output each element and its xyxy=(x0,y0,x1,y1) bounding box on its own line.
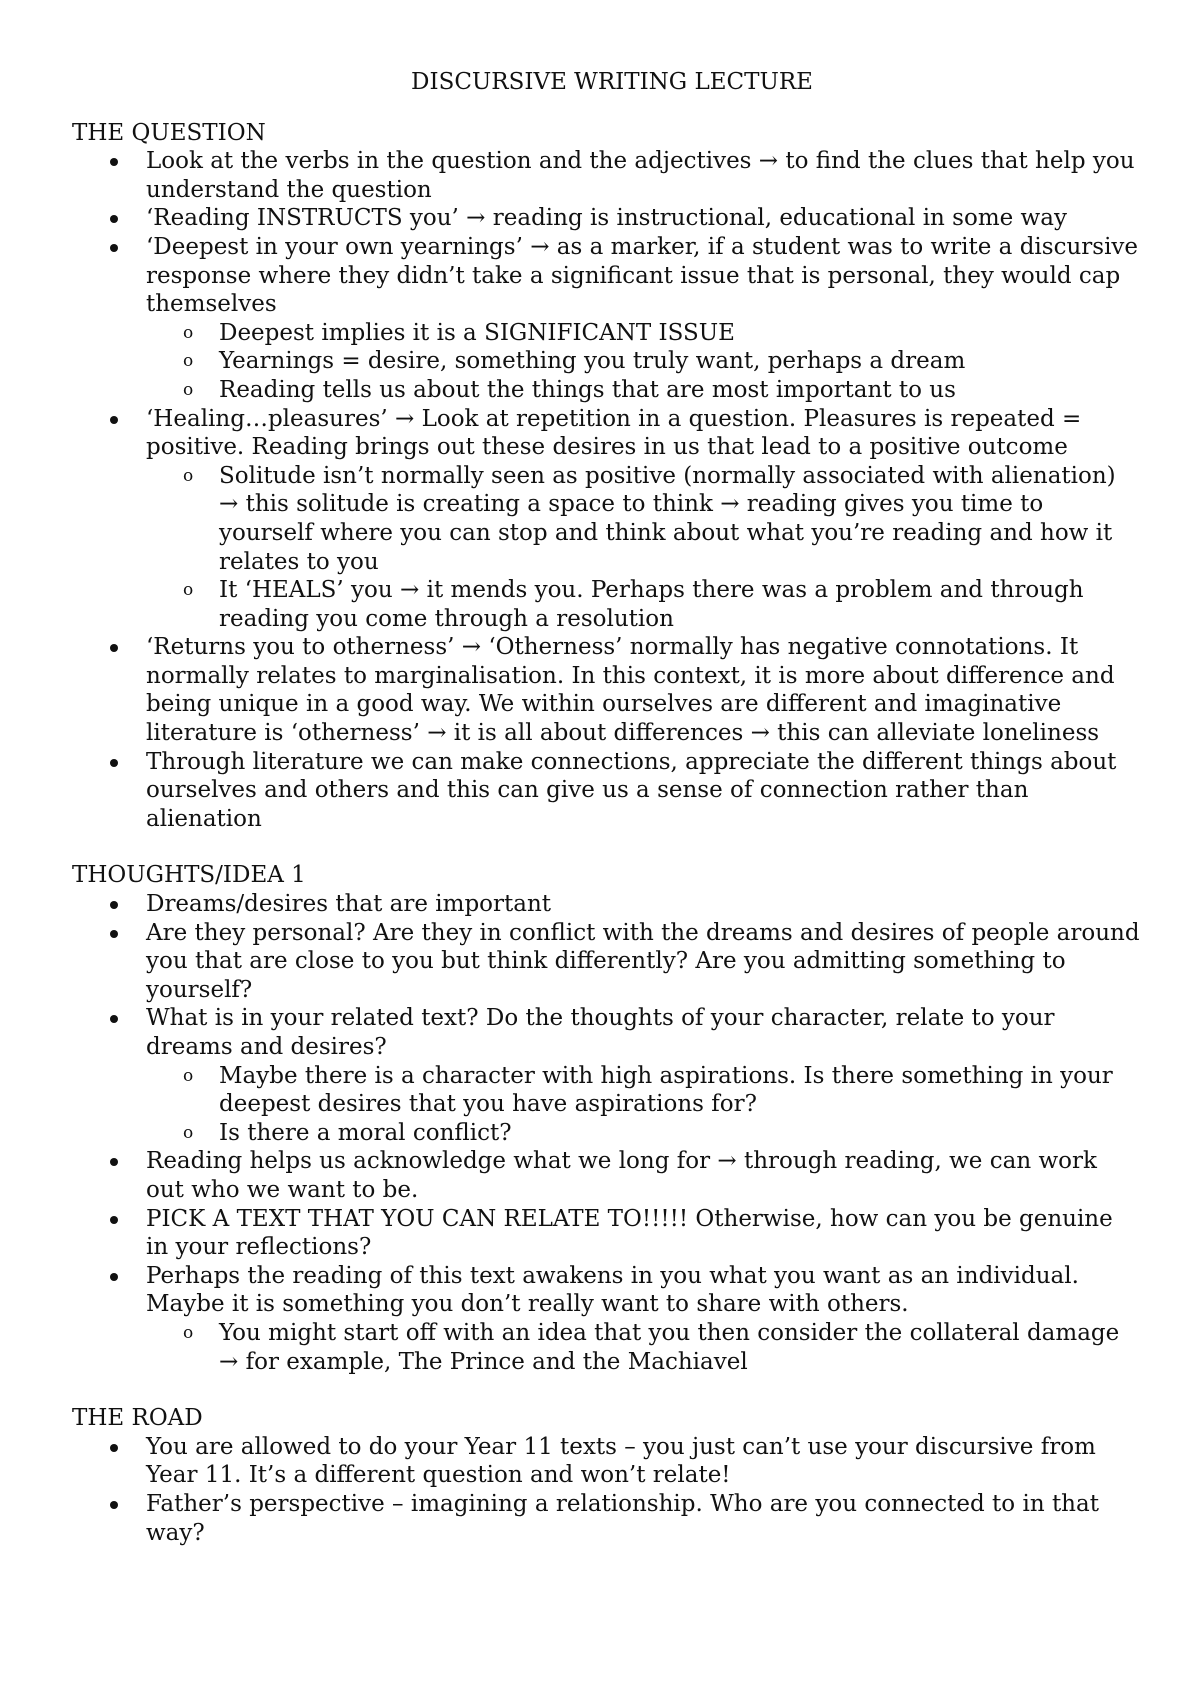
document-title: DISCURSIVE WRITING LECTURE xyxy=(411,69,813,95)
section xyxy=(72,1404,1140,1547)
sub-bullet-text: Yearnings = desire, something you truly want, perhaps a dream xyxy=(219,348,966,375)
bullet-item xyxy=(72,1004,1140,1147)
bullet-icon xyxy=(110,1158,118,1166)
sub-bullet-list xyxy=(146,1062,1140,1148)
sub-bullet-item xyxy=(146,1319,1140,1376)
bullet-text: ‘Deepest in your own yearnings’ → as a marker, if a student was to write a discursive response where they didn’t take a significant issue that is personal, they would cap themselves xyxy=(146,233,1139,318)
bullet-text: ‘Returns you to otherness’ → ‘Otherness’ normally has negative connotations. It normally relates to marginalisation. In this context, it is more about difference and being unique in a good way. We within ourselves are different and imaginative literature is ‘otherness’ → it is all about differences → this can alleviate loneliness xyxy=(146,634,1115,747)
bullet-item xyxy=(72,1433,1140,1490)
sub-bullet-item xyxy=(146,462,1140,576)
bullet-icon xyxy=(110,930,118,938)
bullet-icon xyxy=(110,158,118,166)
bullet-list xyxy=(72,890,1140,1376)
section-heading: THOUGHTS/IDEA 1 xyxy=(72,862,306,889)
bullet-item xyxy=(72,748,1140,834)
document-body xyxy=(72,119,1140,1548)
sub-bullet-item xyxy=(146,347,1140,376)
sub-bullet-list xyxy=(146,462,1140,634)
sub-bullet-item xyxy=(146,1119,1140,1148)
sub-bullet-text: It ‘HEALS’ you → it mends you. Perhaps there was a problem and through reading you come through a resolution xyxy=(219,577,1084,632)
sub-bullet-icon: o xyxy=(183,1122,194,1143)
bullet-item xyxy=(72,405,1140,634)
bullet-icon xyxy=(110,1273,118,1281)
sub-bullet-icon: o xyxy=(183,465,194,486)
bullet-icon xyxy=(110,244,118,252)
bullet-text: Perhaps the reading of this text awakens in you what you want as an individual. Maybe it is something you don’t really want to share with others. xyxy=(146,1262,1079,1318)
sub-bullet-text: Maybe there is a character with high aspirations. Is there something in your deepest desires that you have aspirations for? xyxy=(219,1062,1113,1118)
sub-bullet-icon: o xyxy=(183,1065,194,1086)
sub-bullet-icon: o xyxy=(183,580,194,601)
bullet-item xyxy=(72,1205,1140,1262)
sub-bullet-text: Solitude isn’t normally seen as positive (normally associated with alienation) → this solitude is creating a space to think → reading gives you time to yourself where you can stop and think about what you’re reading and how it relates to you xyxy=(219,462,1116,575)
bullet-text: ‘Healing…pleasures’ → Look at repetition in a question. Pleasures is repeated = positive. Reading brings out these desires in us that lead to a positive outcome xyxy=(146,405,1082,461)
bullet-list xyxy=(72,147,1140,833)
bullet-item xyxy=(72,147,1140,204)
bullet-item xyxy=(72,633,1140,747)
bullet-item xyxy=(72,1490,1140,1547)
sub-bullet-list xyxy=(146,319,1140,405)
bullet-item xyxy=(72,1262,1140,1376)
bullet-icon xyxy=(110,1015,118,1023)
bullet-icon xyxy=(110,644,118,652)
bullet-text: Are they personal? Are they in conflict with the dreams and desires of people around you that are close to you but think differently? Are you admitting something to yourself? xyxy=(146,919,1140,1003)
sub-bullet-text: Is there a moral conflict? xyxy=(219,1119,512,1146)
section-heading: THE QUESTION xyxy=(72,119,266,146)
sub-bullet-text: You might start off with an idea that you then consider the collateral damage → for example, The Prince and the Machiavel xyxy=(219,1319,1120,1375)
bullet-item xyxy=(72,1147,1140,1204)
bullet-icon xyxy=(110,215,118,223)
bullet-item xyxy=(72,233,1140,405)
bullet-list xyxy=(72,1433,1140,1547)
bullet-icon xyxy=(110,416,118,424)
sub-bullet-icon: o xyxy=(183,351,194,372)
bullet-text: ‘Reading INSTRUCTS you’ → reading is instructional, educational in some way xyxy=(146,205,1067,232)
bullet-text: What is in your related text? Do the thoughts of your character, relate to your dreams and desires? xyxy=(146,1005,1055,1060)
bullet-text: Reading helps us acknowledge what we long for → through reading, we can work out who we want to be. xyxy=(146,1148,1097,1203)
sub-bullet-item xyxy=(146,1062,1140,1119)
section-heading: THE ROAD xyxy=(72,1405,203,1432)
bullet-text: Through literature we can make connections, appreciate the different things about ourselves and others and this can give us a sense of connection rather than alienation xyxy=(146,748,1117,832)
sub-bullet-text: Reading tells us about the things that are most important to us xyxy=(219,376,956,403)
sub-bullet-item xyxy=(146,376,1140,405)
bullet-item xyxy=(72,919,1140,1005)
sub-bullet-item xyxy=(146,576,1140,633)
bullet-icon xyxy=(110,901,118,909)
sub-bullet-item xyxy=(146,319,1140,348)
section xyxy=(72,861,1140,1376)
sub-bullet-icon: o xyxy=(183,379,194,400)
bullet-text: PICK A TEXT THAT YOU CAN RELATE TO!!!!! Otherwise, how can you be genuine in your reflections? xyxy=(146,1205,1113,1261)
bullet-icon xyxy=(110,1501,118,1509)
section xyxy=(72,119,1140,834)
bullet-icon xyxy=(110,759,118,767)
bullet-item xyxy=(72,204,1140,233)
sub-bullet-icon: o xyxy=(183,1322,194,1343)
sub-bullet-text: Deepest implies it is a SIGNIFICANT ISSUE xyxy=(219,319,735,346)
bullet-text: Father’s perspective – imagining a relationship. Who are you connected to in that way? xyxy=(146,1490,1099,1546)
bullet-item xyxy=(72,890,1140,919)
bullet-text: You are allowed to do your Year 11 texts – you just can’t use your discursive from Year 11. It’s a different question and won’t relate! xyxy=(146,1433,1096,1489)
bullet-icon xyxy=(110,1216,118,1224)
bullet-text: Look at the verbs in the question and the adjectives → to find the clues that help you understand the question xyxy=(146,148,1135,203)
sub-bullet-icon: o xyxy=(183,322,194,343)
bullet-icon xyxy=(110,1444,118,1452)
bullet-text: Dreams/desires that are important xyxy=(146,891,552,918)
sub-bullet-list xyxy=(146,1319,1140,1376)
